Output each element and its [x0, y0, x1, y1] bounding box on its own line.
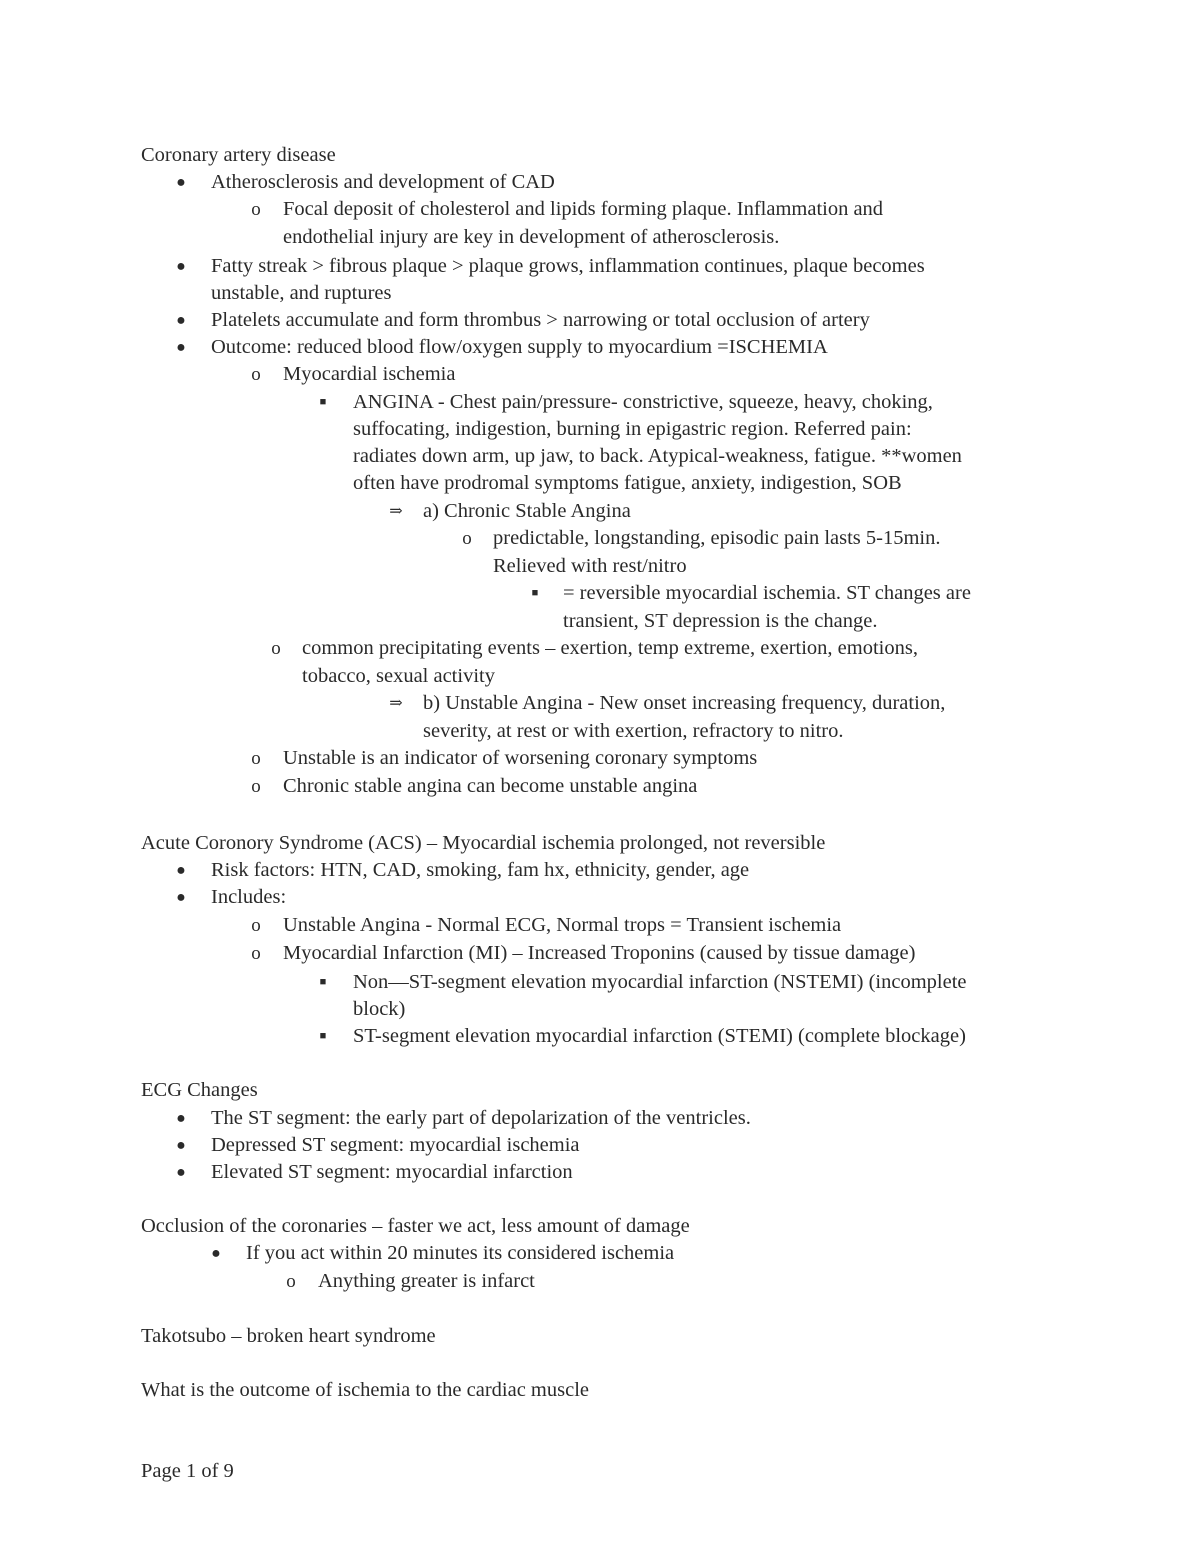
section-title-ecg: ECG Changes [141, 1079, 258, 1101]
list-item: b) Unstable Angina - New onset increasing frequency, duration, [423, 692, 946, 714]
list-item: Outcome: reduced blood flow/oxygen supply to myocardium =ISCHEMIA [211, 336, 828, 358]
bullet-marker: ● [176, 339, 186, 356]
arrow-marker: ⇒ [389, 503, 403, 520]
list-item: common precipitating events – exertion, temp extreme, exertion, emotions, [302, 637, 918, 659]
bullet-marker: ● [176, 312, 186, 329]
circle-marker: o [462, 528, 472, 549]
list-item: Fatty streak > fibrous plaque > plaque grows, inflammation continues, plaque becomes [211, 255, 925, 277]
arrow-marker: ⇒ [389, 695, 403, 712]
section-title-cad: Coronary artery disease [141, 144, 336, 166]
circle-marker: o [251, 364, 261, 385]
list-item-continuation: often have prodromal symptoms fatigue, anxiety, indigestion, SOB [353, 472, 902, 494]
circle-marker: o [251, 199, 261, 220]
list-item: a) Chronic Stable Angina [423, 500, 631, 522]
section-title-occlusion: Occlusion of the coronaries – faster we act, less amount of damage [141, 1215, 690, 1237]
list-item: Myocardial Infarction (MI) – Increased Troponins (caused by tissue damage) [283, 942, 916, 964]
bullet-marker: ● [176, 862, 186, 879]
bullet-marker: ● [211, 1245, 221, 1262]
list-item: Anything greater is infarct [318, 1270, 535, 1292]
list-item: Platelets accumulate and form thrombus > narrowing or total occlusion of artery [211, 309, 870, 331]
list-item: Unstable Angina - Normal ECG, Normal trops = Transient ischemia [283, 914, 842, 936]
bullet-marker: ● [176, 174, 186, 191]
list-item: Myocardial ischemia [283, 363, 456, 385]
list-item: Atherosclerosis and development of CAD [211, 171, 555, 193]
section-title-question: What is the outcome of ischemia to the cardiac muscle [141, 1379, 589, 1401]
list-item-continuation: Relieved with rest/nitro [493, 555, 687, 577]
bullet-marker: ● [176, 1137, 186, 1154]
list-item: Elevated ST segment: myocardial infarction [211, 1161, 573, 1183]
circle-marker: o [251, 943, 261, 964]
list-item: predictable, longstanding, episodic pain lasts 5-15min. [493, 527, 941, 549]
circle-marker: o [251, 748, 261, 769]
list-item-continuation: radiates down arm, up jaw, to back. Atypical-weakness, fatigue. **women [353, 445, 962, 467]
square-marker: ■ [319, 396, 327, 408]
list-item: ANGINA - Chest pain/pressure- constrictive, squeeze, heavy, choking, [353, 391, 933, 413]
section-title-takotsubo: Takotsubo – broken heart syndrome [141, 1325, 436, 1347]
circle-marker: o [271, 638, 281, 659]
bullet-marker: ● [176, 889, 186, 906]
list-item: The ST segment: the early part of depolarization of the ventricles. [211, 1107, 751, 1129]
bullet-marker: ● [176, 1110, 186, 1127]
list-item: ST-segment elevation myocardial infarction (STEMI) (complete blockage) [353, 1025, 966, 1047]
circle-marker: o [286, 1271, 296, 1292]
list-item: = reversible myocardial ischemia. ST changes are [563, 582, 971, 604]
list-item-continuation: transient, ST depression is the change. [563, 610, 878, 632]
square-marker: ■ [319, 1030, 327, 1042]
list-item-continuation: tobacco, sexual activity [302, 665, 495, 687]
list-item-continuation: unstable, and ruptures [211, 282, 392, 304]
list-item: Risk factors: HTN, CAD, smoking, fam hx, ethnicity, gender, age [211, 859, 750, 881]
list-item: Chronic stable angina can become unstable angina [283, 775, 698, 797]
list-item: Non—ST-segment elevation myocardial infarction (NSTEMI) (incomplete [353, 971, 967, 993]
list-item: Includes: [211, 886, 287, 908]
list-item: Unstable is an indicator of worsening coronary symptoms [283, 747, 758, 769]
page-number: Page 1 of 9 [141, 1460, 234, 1482]
circle-marker: o [251, 915, 261, 936]
square-marker: ■ [531, 587, 539, 599]
circle-marker: o [251, 776, 261, 797]
square-marker: ■ [319, 976, 327, 988]
bullet-marker: ● [176, 258, 186, 275]
list-item-continuation: severity, at rest or with exertion, refractory to nitro. [423, 720, 844, 742]
list-item: If you act within 20 minutes its considered ischemia [246, 1242, 675, 1264]
bullet-marker: ● [176, 1164, 186, 1181]
list-item: Focal deposit of cholesterol and lipids forming plaque. Inflammation and [283, 198, 884, 220]
list-item-continuation: suffocating, indigestion, burning in epigastric region. Referred pain: [353, 418, 912, 440]
section-title-acs: Acute Coronory Syndrome (ACS) – Myocardial ischemia prolonged, not reversible [141, 832, 826, 854]
list-item-continuation: block) [353, 998, 406, 1020]
list-item: Depressed ST segment: myocardial ischemia [211, 1134, 580, 1156]
list-item-continuation: endothelial injury are key in development of atherosclerosis. [283, 226, 780, 248]
